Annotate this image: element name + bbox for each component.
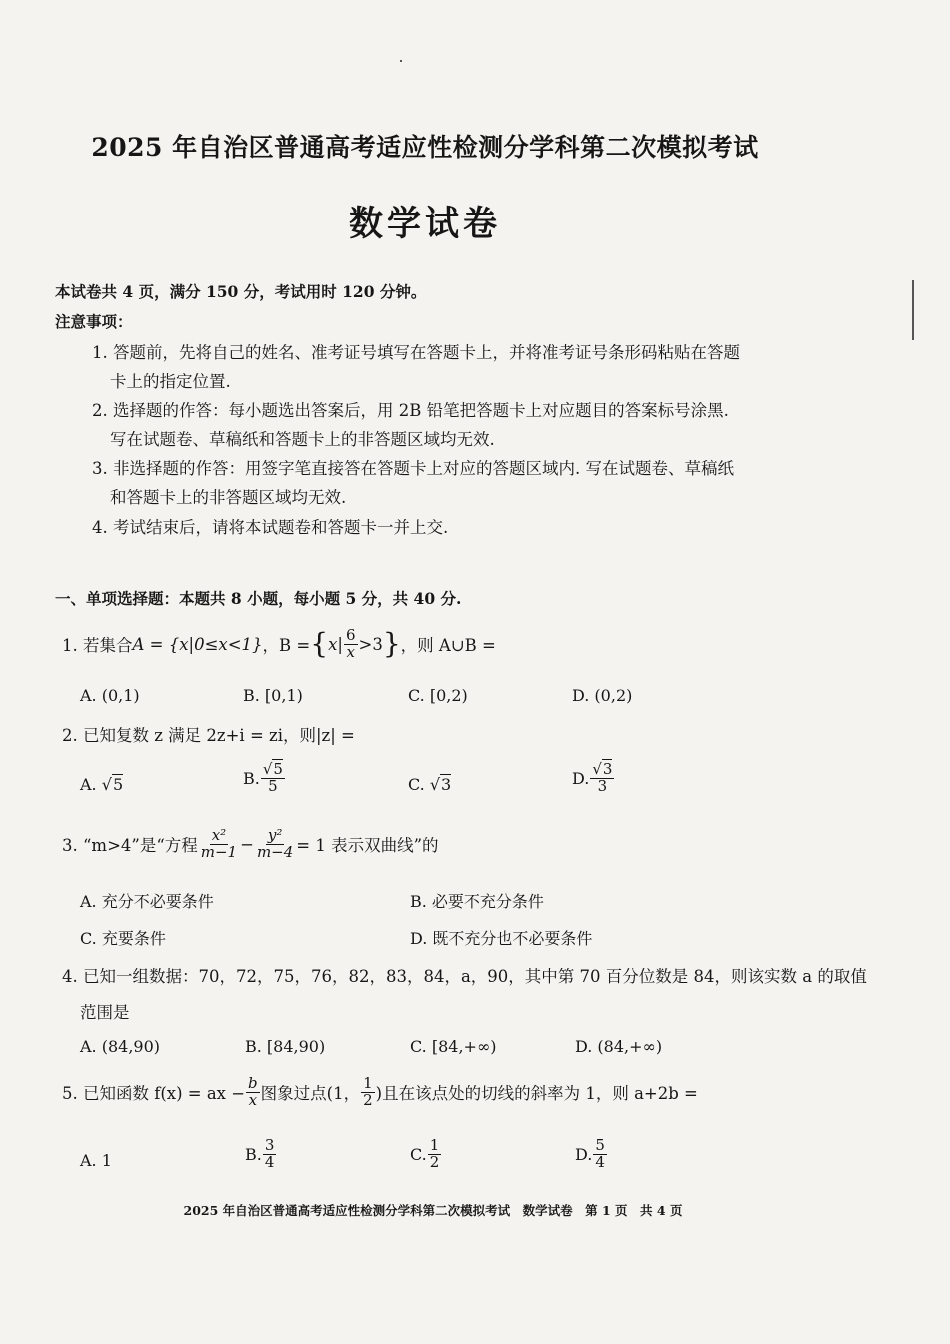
q1-set-b-pre: x|: [328, 634, 343, 654]
q5-option-a: A. 1: [80, 1151, 112, 1170]
exam-intro: 本试卷共 4 页，满分 150 分，考试用时 120 分钟。: [55, 282, 427, 301]
q1-suffix: ，则 A∪B =: [400, 636, 496, 656]
q1-option-c: C. [0,2): [408, 686, 468, 705]
q4-stem-line2: 范围是: [80, 1003, 130, 1022]
q1-frac-den: x: [346, 642, 355, 661]
note-2-line2: 写在试题卷、草稿纸和答题卡上的非答题区域均无效.: [110, 430, 495, 449]
q2-option-c: C. √3: [408, 775, 452, 794]
q3-option-a: A. 充分不必要条件: [80, 892, 214, 911]
q1-set-b-post: >3: [358, 634, 383, 654]
q1-frac-num: 6: [345, 626, 356, 644]
q2-option-b: B. $\frac{√5}{5}$: [243, 760, 283, 795]
note-1-line1: 1. 答题前，先将自己的姓名、准考证号填写在答题卡上，并将准考证号条形码粘贴在答题: [92, 343, 740, 362]
q5-option-b: B. $\frac{3}{4}$: [245, 1136, 275, 1171]
q4-stem-line1: 4. 已知一组数据：70，72，75，76，82，83，84，a，90，其中第 70 百分位数是 84，则该实数 a 的取值: [62, 967, 867, 986]
q2-option-d: D. $\frac{√3}{3}$: [572, 760, 613, 795]
q3-option-d: D. 既不充分也不必要条件: [410, 929, 593, 948]
q1-set-a: A = {x|0≤x<1}: [132, 634, 263, 654]
q1-prefix: 1. 若集合: [62, 636, 133, 656]
q1-option-b: B. [0,1): [243, 686, 303, 705]
q1-option-d: D. (0,2): [572, 686, 633, 705]
q5-option-c: C. $\frac{1}{2}$: [410, 1136, 440, 1171]
q4-option-b: B. [84,90): [245, 1037, 326, 1056]
q3-option-b: B. 必要不充分条件: [410, 892, 544, 911]
q4-option-a: A. (84,90): [80, 1037, 161, 1056]
q3-stem: 3. “m>4”是“方程 $\frac{\text{x²}}{m-1}$ − $\frac{\text{y²}}{m-4}$ = 1 表示双曲线”的: [62, 826, 439, 861]
scan-dust-mark: [400, 60, 402, 62]
section1-heading: 一、单项选择题：本题共 8 小题，每小题 5 分，共 40 分.: [55, 589, 462, 608]
note-1-line2: 卡上的指定位置.: [110, 372, 231, 391]
notes-heading: 注意事项：: [55, 312, 133, 331]
q1-stem: 1. 若集合 A = {x|0≤x<1} ，B = { x| $\frac{6}{x}$ >3 } ，则 A∪B =: [62, 626, 496, 661]
q4-option-d: D. (84,+∞): [575, 1037, 663, 1056]
q4-option-c: C. [84,+∞): [410, 1037, 497, 1056]
q5-stem: 5. 已知函数 f(x) = ax − $\frac{b}{x}$ 图象过点(1， $\frac{1}{2}$ )且在该点处的切线的斜率为 1，则 a+2b =: [62, 1074, 698, 1109]
note-2-line1: 2. 选择题的作答：每小题选出答案后，用 2B 铅笔把答题卡上对应题目的答案标号涂黑.: [92, 401, 729, 420]
note-4-line1: 4. 考试结束后，请将本试题卷和答题卡一并上交.: [92, 518, 449, 537]
scan-edge-mark: [912, 280, 914, 340]
q5-option-d: D. $\frac{5}{4}$: [575, 1136, 605, 1171]
q2-option-a: A. √5: [80, 775, 124, 794]
q2-stem: 2. 已知复数 z 满足 2z+i = zi，则|z| =: [62, 726, 355, 745]
exam-title: 2025 年自治区普通高考适应性检测分学科第二次模拟考试: [91, 133, 759, 162]
q1-mid: ，B =: [262, 636, 311, 656]
note-3-line2: 和答题卡上的非答题区域均无效.: [110, 488, 347, 507]
q1-option-a: A. (0,1): [80, 686, 140, 705]
exam-subtitle: 数学试卷: [349, 204, 501, 244]
q3-option-c: C. 充要条件: [80, 929, 166, 948]
page-footer: 2025 年自治区普通高考适应性检测分学科第二次模拟考试 数学试卷 第 1 页 共 4 页: [183, 1203, 683, 1218]
note-3-line1: 3. 非选择题的作答：用签字笔直接答在答题卡上对应的答题区域内. 写在试题卷、草稿纸: [92, 459, 734, 478]
